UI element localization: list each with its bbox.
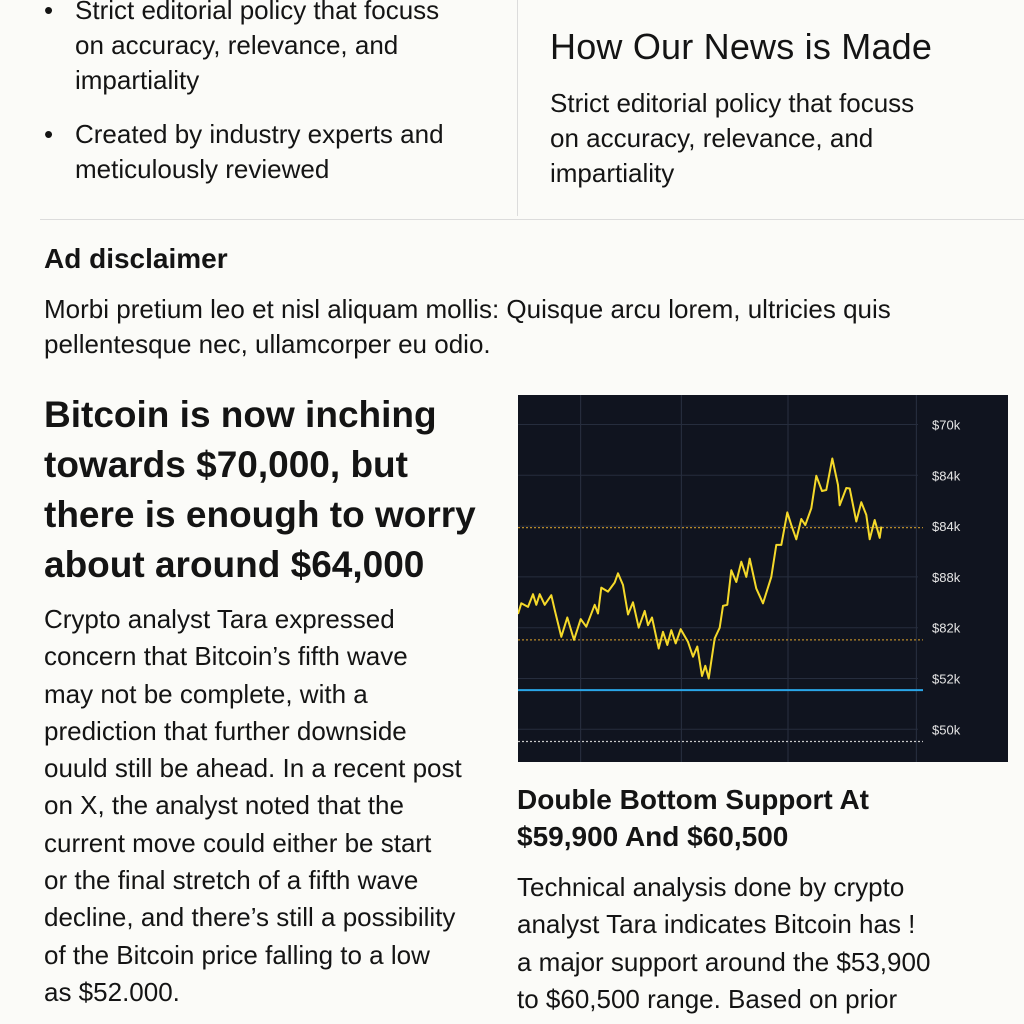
subheading-line: $59,900 And $60,500 <box>517 821 789 852</box>
text-line: analyst Tara indicates Bitcoin has ! <box>517 909 916 940</box>
text-line: concern that Bitcoin’s fifth wave <box>44 641 408 672</box>
text-line: on accuracy, relevance, and <box>550 123 874 153</box>
how-news-made-text <box>550 86 914 191</box>
bullet-text: on accuracy, relevance, and <box>75 30 399 60</box>
bullet-dot: • <box>44 0 54 25</box>
bullet-text: Created by industry experts and <box>75 119 444 149</box>
subsection-body <box>517 869 930 1018</box>
headline-line: there is enough to worry <box>44 494 476 535</box>
y-tick-label: $84k <box>932 519 961 535</box>
ad-disclaimer-heading: Ad disclaimer <box>44 243 228 274</box>
how-news-made-heading: How Our News is Made <box>550 26 933 67</box>
text-line: ouuld still be ahead. In a recent post <box>44 753 462 784</box>
text-line: as $52.000. <box>44 976 180 1007</box>
y-tick-label: $70k <box>932 417 961 433</box>
text-line: impartiality <box>550 158 675 188</box>
text-line: prediction that further downside <box>44 715 407 746</box>
y-tick-label: $50k <box>932 722 961 738</box>
text-line: Morbi pretium leo et nisl aliquam mollis: Quisque arcu lorem, ultricies quis <box>44 294 891 324</box>
text-line: on X, the analyst noted that the <box>44 790 404 821</box>
section-divider <box>40 219 1024 220</box>
headline-line: towards $70,000, but <box>44 444 408 485</box>
text-line: may not be complete, with a <box>44 678 368 709</box>
text-line: of the Bitcoin price falling to a low <box>44 939 430 970</box>
bullet-text: impartiality <box>75 65 200 95</box>
article-headline <box>44 390 476 590</box>
bullet-dot: • <box>44 119 54 149</box>
text-line: Technical analysis done by crypto <box>517 872 905 902</box>
text-line: a major support around the $53,900 <box>517 946 931 977</box>
y-tick-label: $84k <box>932 468 961 484</box>
text-line: pellentesque nec, ullamcorper eu odio. <box>44 329 491 359</box>
bitcoin-price-chart <box>518 395 1008 762</box>
y-tick-label: $52k <box>932 671 961 687</box>
text-line: decline, and there’s still a possibility <box>44 902 456 933</box>
article-subheading <box>517 781 869 855</box>
text-line: or the final stretch of a fifth wave <box>44 865 419 896</box>
subheading-line: Double Bottom Support At <box>517 784 870 815</box>
article-body <box>44 601 462 1011</box>
y-tick-label: $88k <box>932 569 961 585</box>
text-line: current move could either be start <box>44 827 432 858</box>
column-divider <box>517 0 518 216</box>
text-line: to $60,500 range. Based on prior <box>517 983 898 1014</box>
bullet-text: Strict editorial policy that focuss <box>75 0 440 25</box>
text-line: Strict editorial policy that focuss <box>550 88 915 118</box>
ad-disclaimer-text <box>44 292 891 362</box>
headline-line: Bitcoin is now inching <box>44 394 437 435</box>
headline-line: about around $64,000 <box>44 544 425 585</box>
text-line: Crypto analyst Tara expressed <box>44 604 395 634</box>
y-tick-label: $82k <box>932 620 961 636</box>
bullet-text: meticulously reviewed <box>75 154 330 184</box>
